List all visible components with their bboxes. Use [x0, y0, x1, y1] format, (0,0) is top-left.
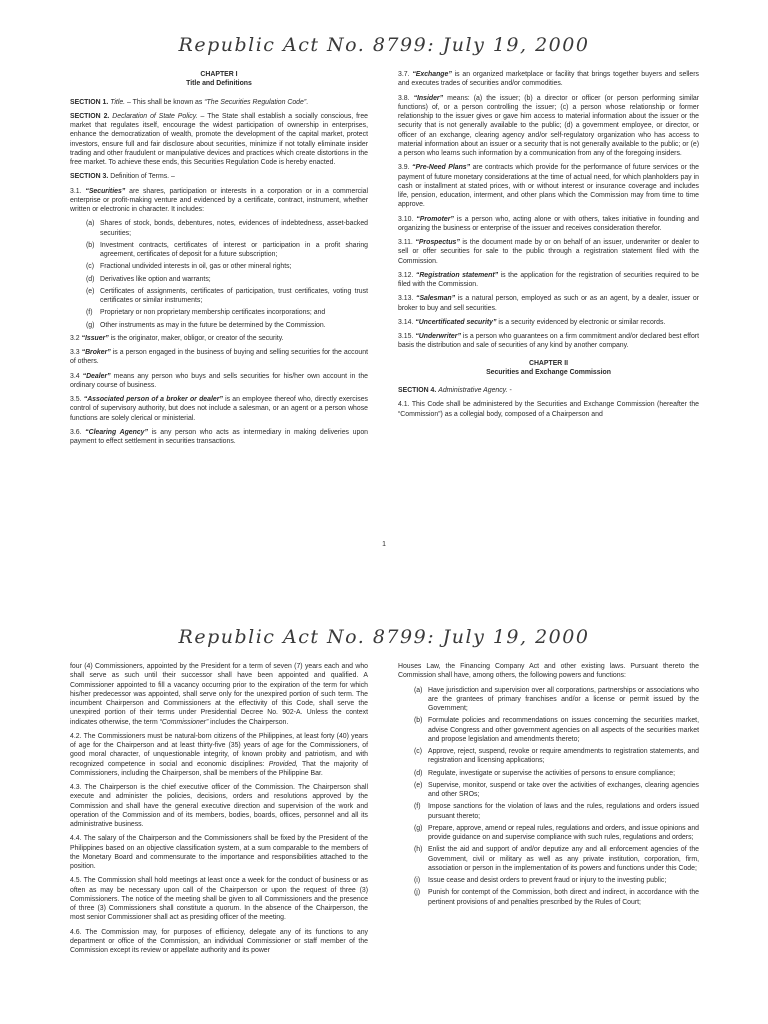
definition-3-13: 3.13. “Salesman” is a natural person, employed as such or as an agent, by a dealer, issuer or broker to buy and sell securities. — [398, 295, 700, 312]
chapter-heading — [70, 70, 368, 89]
list-item: (j) Punish for contempt of the Commission, both direct and indirect, in accordance with the pertinent provisions of and penalties prescribed by the Rules of Court; — [414, 889, 699, 906]
list-item: (a) Shares of stock, bonds, debentures, notes, evidences of indebtedness, asset-backed securities; — [86, 220, 368, 237]
right-column — [398, 662, 699, 911]
left-column — [70, 70, 368, 451]
definition-3-3: 3.3 “Broker” is a person engaged in the business of buying and selling securities for the account of others. — [70, 349, 369, 366]
list-item: (f) Proprietary or non proprietary membership certificates incorporations; and — [86, 309, 326, 317]
definition-3-10: 3.10. “Promoter” is a person who, acting alone or with others, takes initiative in founding and organizing the business or enterprise of the issuer and receives consideration therefor. — [398, 215, 700, 232]
section-3: SECTION 3. Definition of Terms. – — [70, 173, 175, 181]
chapter-label: CHAPTER I — [200, 71, 238, 78]
page-separator — [0, 556, 768, 580]
powers-list — [398, 686, 699, 907]
definition-3-2: 3.2 “Issuer” is the originator, maker, obligor, or creator of the security. — [70, 334, 284, 342]
powers-intro: Houses Law, the Financing Company Act and other existing laws. Pursuant thereto the Commission shall have, among others, the following powers and functions: — [398, 663, 699, 680]
list-item: (i) Issue cease and desist orders to prevent fraud or injury to the investing public; — [414, 877, 667, 884]
list-item: (a) Have jurisdiction and supervision over all corporations, partnerships or associations who are the grantees of primary franchises and/or a license or permit issued by the Government; — [414, 686, 699, 712]
page-header-title: Republic Act No. 8799: July 19, 2000 — [178, 626, 590, 648]
section-1: SECTION 1. Title. – This shall be known as “The Securities Regulation Code”. — [70, 98, 309, 106]
paragraph-4-1-continued: four (4) Commissioners, appointed by the President for a term of seven (7) years each and who shall serve as such until their successor shall have been appointed and qualified. A Commissioner appointed to fill a vacancy occurring prior to the expiration of the term for which his/her predecessor was appointed, shall serve only for the unexpired portion of such term. The incumbent Chairperson and Commissioners at the effectivity of this Code, shall serve the unexpired portion of their terms under Presidential Decree No. 902-A. Unless the context indicates otherwise, the term “Commissioner” includes the Chairperson. — [70, 663, 368, 726]
paragraph-4-2: 4.2. The Commissioners must be natural-born citizens of the Philippines, at least forty (40) years of age for the Chairperson and at least thirty-five (35) years of age for the Commissioners, of good moral character, of unquestionable integrity, of known probity and patriotism, and with recognized competence in social and economic disciplines: Provided, That the majority of Commissioners, including the Chairperson, shall be members of the Philippine Bar. — [70, 732, 368, 777]
list-item: (b) Formulate policies and recommendations on issues concerning the securities market, advise Congress and other government agencies on all aspects of the securities market and propose legislation and amendments thereto; — [414, 717, 699, 743]
definition-3-5: 3.5. “Associated person of a broker or dealer” is an employee thereof who, directly exercises control of supervisory authority, but does not include a salesman, or an agent or a person whose functions are solely clerical or ministerial. — [70, 396, 368, 422]
definition-3-1: 3.1. “Securities” are shares, participation or interests in a corporation or in a commercial enterprise or profit-making venture and evidenced by a certificate, contract, instrument, whether written or electronic in character. It includes: — [70, 187, 368, 213]
paragraph-4-5: 4.5. The Commission shall hold meetings at least once a week for the conduct of business or as often as may be necessary upon call of the Chairperson or upon the request of three (3) Commissioners. The notice of the meeting shall be given to all Commissioners and the presence of three (3) Commissioners shall constitute a quorum. In the absence of the Chairperson, the most senior Commissioner shall act as presiding officer of the meeting. — [70, 877, 368, 922]
right-column — [398, 70, 699, 424]
chapter-heading — [398, 359, 699, 378]
chapter-title: Title and Definitions — [186, 80, 252, 88]
chapter-label: CHAPTER II — [528, 359, 569, 367]
left-column — [70, 662, 368, 960]
definition-3-12: 3.12. “Registration statement” is the application for the registration of securities required to be filed with the Commission. — [398, 271, 699, 288]
list-item: (d) Regulate, investigate or supervise the activities of persons to ensure compliance; — [414, 769, 676, 777]
list-item: (g) Prepare, approve, amend or repeal rules, regulations and orders, and issue opinions and provide guidance on and supervise compliance with such rules, regulations and orders; — [414, 824, 699, 841]
list-item: (e) Certificates of assignments, certificates of participation, trust certificates, voting trust certificates or similar instruments; — [86, 287, 368, 304]
page-number: 1 — [382, 541, 386, 548]
page-header-title: Republic Act No. 8799: July 19, 2000 — [178, 34, 590, 56]
paragraph-4-1: 4.1. This Code shall be administered by the Securities and Exchange Commission (hereafter the “Commission”) as a collegial body, composed of a Chairperson and — [398, 401, 699, 418]
list-item: (e) Supervise, monitor, suspend or take over the activities of exchanges, clearing agencies and other SROs; — [414, 781, 699, 798]
definition-3-14: 3.14. “Uncertificated security” is a security evidenced by electronic or similar records. — [398, 318, 666, 326]
definition-3-8: 3.8. “Insider” means: (a) the issuer; (b) a director or officer (or person performing similar functions) of, or a person controlling the issuer; (c) a person whose relationship or former relationship to the issuer gives or gave him access to material information about the issuer or the security that is not generally available to the public; (d) a government employee, or director, or officer of an exchange, clearing agency and/or self-regulatory organization who has access to material information about an issuer or a security that is not generally available to the public; or (e) a person who learns such information by a communication from any of the foregoing insiders. — [398, 94, 699, 157]
list-item: (b) Investment contracts, certificates of interest or participation in a profit sharing agreement, certificates of deposit for a future subscription; — [86, 241, 368, 258]
list-item: (f) Impose sanctions for the violation of laws and the rules, regulations and orders issued pursuant thereto; — [414, 803, 699, 820]
document-page-2 — [0, 580, 768, 1024]
definition-3-6: 3.6. “Clearing Agency” is any person who acts as intermediary in making deliveries upon payment to effect settlement in securities transactions. — [70, 428, 368, 445]
definition-3-4: 3.4 “Dealer” means any person who buys and sells securities for his/her own account in the ordinary course of business. — [70, 372, 368, 389]
list-item: (d) Derivatives like option and warrants; — [86, 275, 211, 283]
definition-3-7: 3.7. “Exchange” is an organized marketplace or facility that brings together buyers and sellers and executes trades of securities and/or commodities. — [398, 71, 699, 88]
paragraph-4-4: 4.4. The salary of the Chairperson and the Commissioners shall be fixed by the President of the Philippines based on an objective classification system, at a sum comparable to the members of the Monetary Board and commensurate to the importance and responsibilities attached to the position. — [70, 835, 368, 870]
definition-3-15: 3.15. “Underwriter” is a person who guarantees on a firm commitment and/or declared best effort basis the distribution and sale of securities of any kind by another company. — [398, 333, 699, 350]
securities-list — [70, 219, 368, 330]
paragraph-4-3: 4.3. The Chairperson is the chief executive officer of the Commission. The Chairperson shall execute and administer the policies, decisions, orders and resolutions approved by the Commission and shall have the general executive direction and supervision of the work and operation of the Commission and of its members, bodies, boards, offices, personnel and all its administrative business. — [70, 784, 368, 828]
list-item: (h) Enlist the aid and support of and/or deputize any and all enforcement agencies of the Government, civil or military as well as any private institution, corporation, firm, association or person in the implementation of its powers and functions under this Code; — [414, 846, 699, 872]
list-item: (g) Other instruments as may in the future be determined by the Commission. — [86, 321, 326, 329]
list-item: (c) Approve, reject, suspend, revoke or require amendments to registration statements, and registration and licensing applications; — [414, 748, 699, 765]
list-item: (c) Fractional undivided interests in oil, gas or other mineral rights; — [86, 263, 292, 271]
paragraph-4-6: 4.6. The Commission may, for purposes of efficiency, delegate any of its functions to any department or office of the Commission, an individual Commissioner or staff member of the Commission except its review or appellate authority and its power — [70, 928, 368, 954]
definition-3-11: 3.11. “Prospectus” is the document made by or on behalf of an issuer, underwriter or dealer to sell or offer securities for sale to the public through a registration statement filed with the Commission. — [398, 239, 700, 265]
chapter-title: Securities and Exchange Commission — [486, 368, 611, 376]
section-4: SECTION 4. Administrative Agency. - — [398, 387, 512, 394]
definition-3-9: 3.9. “Pre-Need Plans” are contracts which provide for the performance of future services or the payment of future monetary considerations at the time of actual need, for which planholders pay in cash or installment at stated prices, with or without interest or insurance coverage and includes life, pension, education, interment, and other plans which the Commission may from time to time approve. — [398, 164, 699, 209]
section-2: SECTION 2. Declaration of State Policy. – The State shall establish a socially conscious, free market that regulates itself, encourage the widest participation of ownership in enterprises, enhance the democratization of wealth, promote the development of the capital market, protect investors, ensure full and fair disclosure about securities, minimize if not totally eliminate insider trading and other fraudulent or manipulative devices and practices which create distortions in the free market. To achieve these ends, this Securities Regulation Code is hereby enacted. — [70, 112, 368, 166]
